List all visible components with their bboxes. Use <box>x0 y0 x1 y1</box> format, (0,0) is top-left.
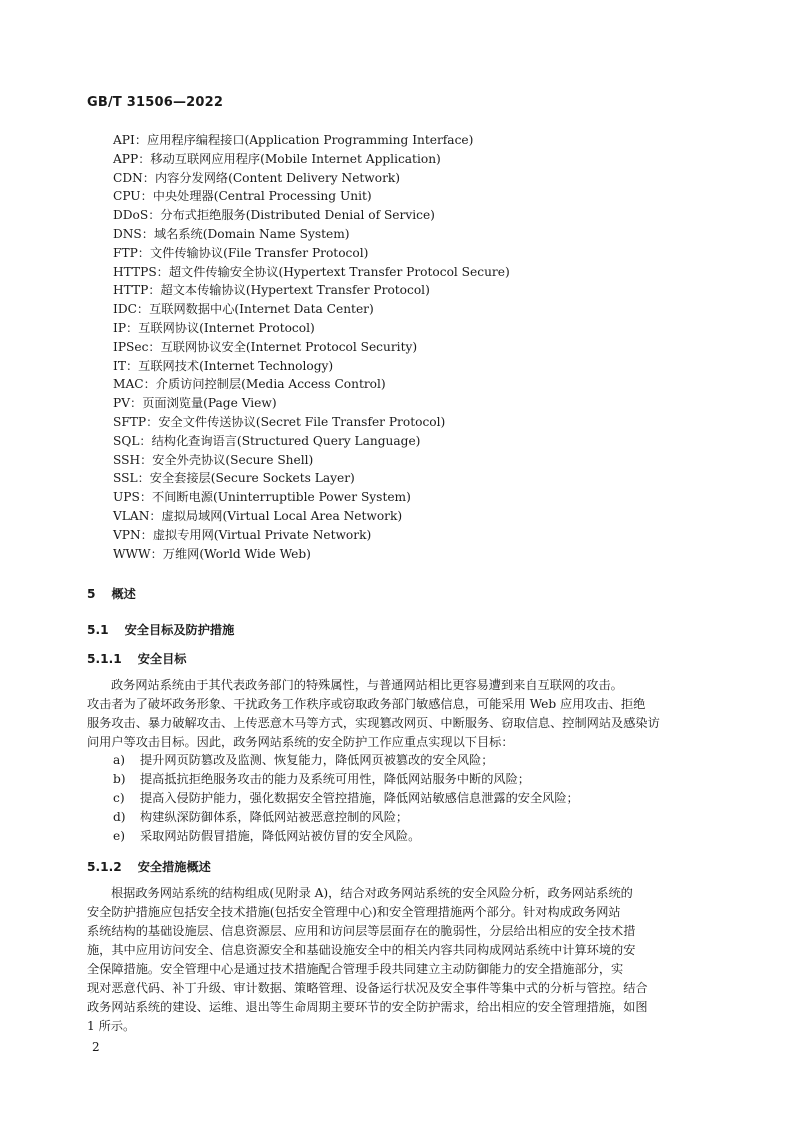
paragraph-line: 施，其中应用访问安全、信息资源安全和基础设施安全中的相关内容共同构成网站系统中计算环境的安 <box>87 943 636 957</box>
goal-text: 提升网页防篡改及监测、恢复能力，降低网页被篡改的安全风险； <box>140 753 494 767</box>
abbreviation-item: VPN：虚拟专用网(Virtual Private Network) <box>113 527 372 542</box>
goal-letter: c) <box>113 791 125 805</box>
section-heading-5-1 <box>87 621 234 638</box>
abbreviation-item: SQL：结构化查询语言(Structured Query Language) <box>113 433 421 448</box>
paragraph-line: 1 所示。 <box>87 1019 136 1033</box>
goal-text: 构建纵深防御体系，降低网站被恶意控制的风险； <box>140 810 409 824</box>
abbreviation-item: SSL：安全套接层(Secure Sockets Layer) <box>113 471 355 486</box>
page-number: 2 <box>92 1040 100 1054</box>
abbreviation-item: HTTPS：超文件传输安全协议(Hypertext Transfer Protocol Secure) <box>113 264 510 279</box>
section-title: 安全措施概述 <box>137 860 211 874</box>
abbreviation-item: CPU：中央处理器(Central Processing Unit) <box>113 189 372 204</box>
abbreviation-item: DDoS：分布式拒绝服务(Distributed Denial of Service) <box>113 208 435 223</box>
abbreviation-item: DNS：域名系统(Domain Name System) <box>113 226 350 241</box>
goal-item <box>113 770 579 789</box>
paragraph-line: 攻击者为了破坏政务形象、干扰政务工作秩序或窃取政务部门敏感信息，可能采用 Web 应用攻击、拒绝 <box>87 697 646 711</box>
section-heading-5-1-1 <box>87 650 186 667</box>
abbreviation-item: UPS：不间断电源(Uninterruptible Power System) <box>113 490 411 505</box>
paragraph-line: 政务网站系统由于其代表政务部门的特殊属性，与普通网站相比更容易遭到来自互联网的攻击。 <box>111 678 623 692</box>
section-number: 5.1 <box>87 623 109 637</box>
abbreviation-item: IP：互联网协议(Internet Protocol) <box>113 320 315 335</box>
section-title: 安全目标及防护措施 <box>124 623 235 637</box>
abbreviation-item: IPSec：互联网协议安全(Internet Protocol Security) <box>113 339 418 354</box>
abbreviation-item: APP：移动互联网应用程序(Mobile Internet Application) <box>113 151 441 166</box>
goal-text: 提高抵抗拒绝服务攻击的能力及系统可用性，降低网站服务中断的风险； <box>140 772 530 786</box>
section-heading-5-1-2 <box>87 858 211 875</box>
goal-letter: a) <box>113 753 126 767</box>
paragraph-line: 安全防护措施应包括安全技术措施(包括安全管理中心)和安全管理措施两个部分。针对构成政务网站 <box>87 905 621 919</box>
paragraph-line: 问用户等攻击目标。因此，政务网站系统的安全防护工作应重点实现以下目标： <box>87 735 514 749</box>
abbreviation-item: WWW：万维网(World Wide Web) <box>113 546 311 561</box>
section-number: 5 <box>87 587 96 601</box>
abbreviation-item: HTTP：超文本传输协议(Hypertext Transfer Protocol) <box>113 283 430 298</box>
abbreviation-item: IT：互联网技术(Internet Technology) <box>113 358 334 373</box>
section-number: 5.1.2 <box>87 860 122 874</box>
paragraph-line: 现对恶意代码、补丁升级、审计数据、策略管理、设备运行状况及安全事件等集中式的分析与管控。结合 <box>87 981 648 995</box>
paragraph-line: 根据政务网站系统的结构组成(见附录 A)，结合对政务网站系统的安全风险分析，政务网站系统的 <box>111 886 633 900</box>
section-number: 5.1.1 <box>87 652 122 666</box>
abbreviation-item: PV：页面浏览量(Page View) <box>113 396 277 411</box>
abbreviation-item: SFTP：安全文件传送协议(Secret File Transfer Protocol) <box>113 414 446 429</box>
goal-letter: e) <box>113 829 125 843</box>
goal-item <box>113 751 579 770</box>
section-title: 安全目标 <box>137 652 187 666</box>
goal-item <box>113 808 579 827</box>
goal-item <box>113 827 579 846</box>
goal-text: 采取网站防假冒措施，降低网站被仿冒的安全风险。 <box>140 829 421 843</box>
paragraph-line: 系统结构的基础设施层、信息资源层、应用和访问层等层面存在的脆弱性，分层给出相应的安全技术措 <box>87 924 636 938</box>
paragraph-line: 服务攻击、暴力破解攻击、上传恶意木马等方式，实现篡改网页、中断服务、窃取信息、控制网站及感染访 <box>87 716 660 730</box>
abbreviation-item: API：应用程序编程接口(Application Programming Interface) <box>113 133 474 147</box>
section-heading-5 <box>87 585 136 602</box>
abbreviation-item: VLAN：虚拟局域网(Virtual Local Area Network) <box>113 508 403 523</box>
security-measures-paragraph <box>87 884 707 1036</box>
security-goals-list <box>113 751 579 846</box>
goal-text: 提高入侵防护能力，强化数据安全管控措施，降低网站敏感信息泄露的安全风险； <box>140 791 579 805</box>
abbreviation-item: FTP：文件传输协议(File Transfer Protocol) <box>113 245 369 260</box>
paragraph-line: 政务网站系统的建设、运维、退出等生命周期主要环节的安全防护需求，给出相应的安全管理措施，如图 <box>87 1000 648 1014</box>
abbreviation-item: SSH：安全外壳协议(Secure Shell) <box>113 452 314 467</box>
goal-item <box>113 789 579 808</box>
security-goals-paragraph <box>87 676 707 752</box>
goal-letter: d) <box>113 810 126 824</box>
abbreviation-item: MAC：介质访问控制层(Media Access Control) <box>113 377 386 392</box>
paragraph-line: 全保障措施。安全管理中心是通过技术措施配合管理手段共同建立主动防御能力的安全措施部分，实 <box>87 962 624 976</box>
section-title: 概述 <box>111 587 136 601</box>
abbreviation-list <box>113 131 510 563</box>
abbreviation-item: CDN：内容分发网络(Content Delivery Network) <box>113 170 401 185</box>
standard-header: GB/T 31506—2022 <box>87 95 224 110</box>
goal-letter: b) <box>113 772 126 786</box>
abbreviation-item: IDC：互联网数据中心(Internet Data Center) <box>113 302 374 317</box>
